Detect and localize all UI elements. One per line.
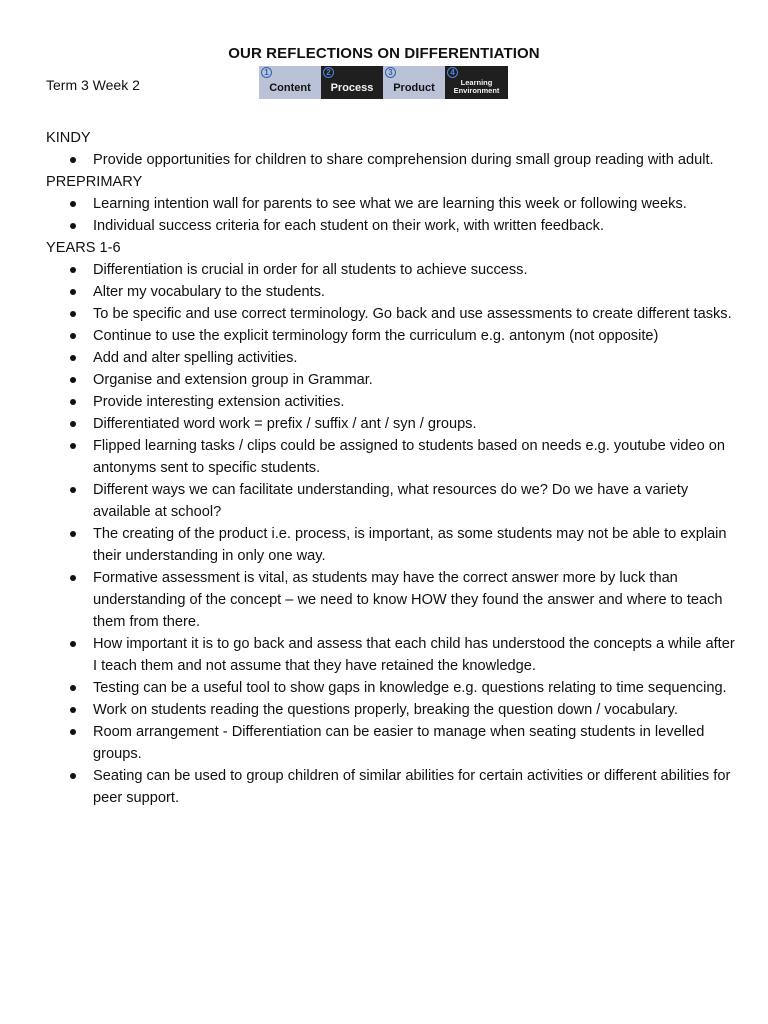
list-item — [46, 303, 736, 325]
bullet-list — [46, 193, 736, 237]
document-body — [46, 127, 736, 809]
list-item — [46, 325, 736, 347]
bullet-icon — [70, 575, 76, 581]
banner-label: Content — [269, 82, 311, 94]
list-item — [46, 193, 736, 215]
bullet-icon — [70, 531, 76, 537]
bullet-icon — [70, 399, 76, 405]
banner-label: Learning Environment — [453, 78, 500, 95]
banner-label: Process — [330, 82, 374, 94]
list-item — [46, 699, 736, 721]
list-item-text: Work on students reading the questions properly, breaking the question down / vocabulary. — [93, 702, 678, 718]
differentiation-banner — [259, 66, 508, 99]
list-item-text: Formative assessment is vital, as students may have the correct answer more by luck than understanding of the concept – we need to know HOW they found the answer and where to teach them from there. — [93, 570, 723, 630]
list-item-text: The creating of the product i.e. process, is important, as some students may not be able to explain their understanding in only one way. — [93, 526, 727, 564]
list-item-text: Alter my vocabulary to the students. — [93, 284, 325, 300]
banner-label: Product — [393, 82, 435, 94]
banner-product — [383, 66, 445, 99]
list-item-text: Flipped learning tasks / clips could be assigned to students based on needs e.g. youtube video on antonyms sent to specific students. — [93, 438, 726, 476]
bullet-icon — [70, 311, 76, 317]
list-item-text: Seating can be used to group children of similar abilities for certain activities or different abilities for peer support. — [93, 768, 731, 806]
list-item-text: Different ways we can facilitate understanding, what resources do we? Do we have a variety available at school? — [93, 482, 689, 520]
list-item — [46, 149, 736, 171]
list-item-text: Differentiated word work = prefix / suffix / ant / syn / groups. — [93, 416, 477, 432]
list-item — [46, 215, 736, 237]
banner-learning-environment — [445, 66, 508, 99]
list-item-text: Differentiation is crucial in order for all students to achieve success. — [93, 262, 528, 278]
section-heading: YEARS 1-6 — [46, 240, 121, 256]
bullet-list — [46, 259, 736, 809]
list-item — [46, 721, 736, 765]
bullet-icon — [70, 355, 76, 361]
section-heading: PREPRIMARY — [46, 174, 143, 190]
bullet-list — [46, 149, 736, 171]
list-item — [46, 677, 736, 699]
bullet-icon — [70, 289, 76, 295]
term-label: Term 3 Week 2 — [46, 77, 140, 93]
bullet-icon — [70, 223, 76, 229]
banner-content — [259, 66, 321, 99]
list-item — [46, 765, 736, 809]
document-title: OUR REFLECTIONS ON DIFFERENTIATION — [228, 45, 540, 62]
bullet-icon — [70, 421, 76, 427]
list-item-text: Continue to use the explicit terminology form the curriculum e.g. antonym (not opposite) — [93, 328, 659, 344]
number-3-icon: 3 — [385, 67, 396, 78]
number-2-icon: 2 — [323, 67, 334, 78]
bullet-icon — [70, 267, 76, 273]
list-item — [46, 413, 736, 435]
list-item-text: Individual success criteria for each student on their work, with written feedback. — [93, 218, 605, 234]
bullet-icon — [70, 201, 76, 207]
list-item — [46, 259, 736, 281]
list-item-text: Add and alter spelling activities. — [93, 350, 298, 366]
list-item-text: Learning intention wall for parents to see what we are learning this week or following weeks. — [93, 196, 687, 212]
list-item-text: Provide interesting extension activities. — [93, 394, 345, 410]
bullet-icon — [70, 773, 76, 779]
number-1-icon: 1 — [261, 67, 272, 78]
bullet-icon — [70, 685, 76, 691]
bullet-icon — [70, 377, 76, 383]
list-item — [46, 369, 736, 391]
bullet-icon — [70, 729, 76, 735]
list-item-text: Room arrangement - Differentiation can be easier to manage when seating students in levelled groups. — [93, 724, 705, 762]
list-item — [46, 567, 736, 633]
bullet-icon — [70, 333, 76, 339]
list-item-text: Provide opportunities for children to share comprehension during small group reading with adult. — [93, 152, 714, 168]
banner-process — [321, 66, 383, 99]
list-item — [46, 391, 736, 413]
list-item-text: Organise and extension group in Grammar. — [93, 372, 373, 388]
bullet-icon — [70, 487, 76, 493]
list-item — [46, 479, 736, 523]
list-item-text: How important it is to go back and assess that each child has understood the concepts a while after I teach them and not assume that they have retained the knowledge. — [93, 636, 735, 674]
list-item — [46, 435, 736, 479]
list-item-text: To be specific and use correct terminology. Go back and use assessments to create different tasks. — [93, 306, 732, 322]
bullet-icon — [70, 443, 76, 449]
bullet-icon — [70, 157, 76, 163]
list-item — [46, 347, 736, 369]
list-item — [46, 281, 736, 303]
number-4-icon: 4 — [447, 67, 458, 78]
list-item — [46, 633, 736, 677]
bullet-icon — [70, 707, 76, 713]
list-item-text: Testing can be a useful tool to show gaps in knowledge e.g. questions relating to time sequencing. — [93, 680, 727, 696]
list-item — [46, 523, 736, 567]
section-heading: KINDY — [46, 130, 91, 146]
bullet-icon — [70, 641, 76, 647]
